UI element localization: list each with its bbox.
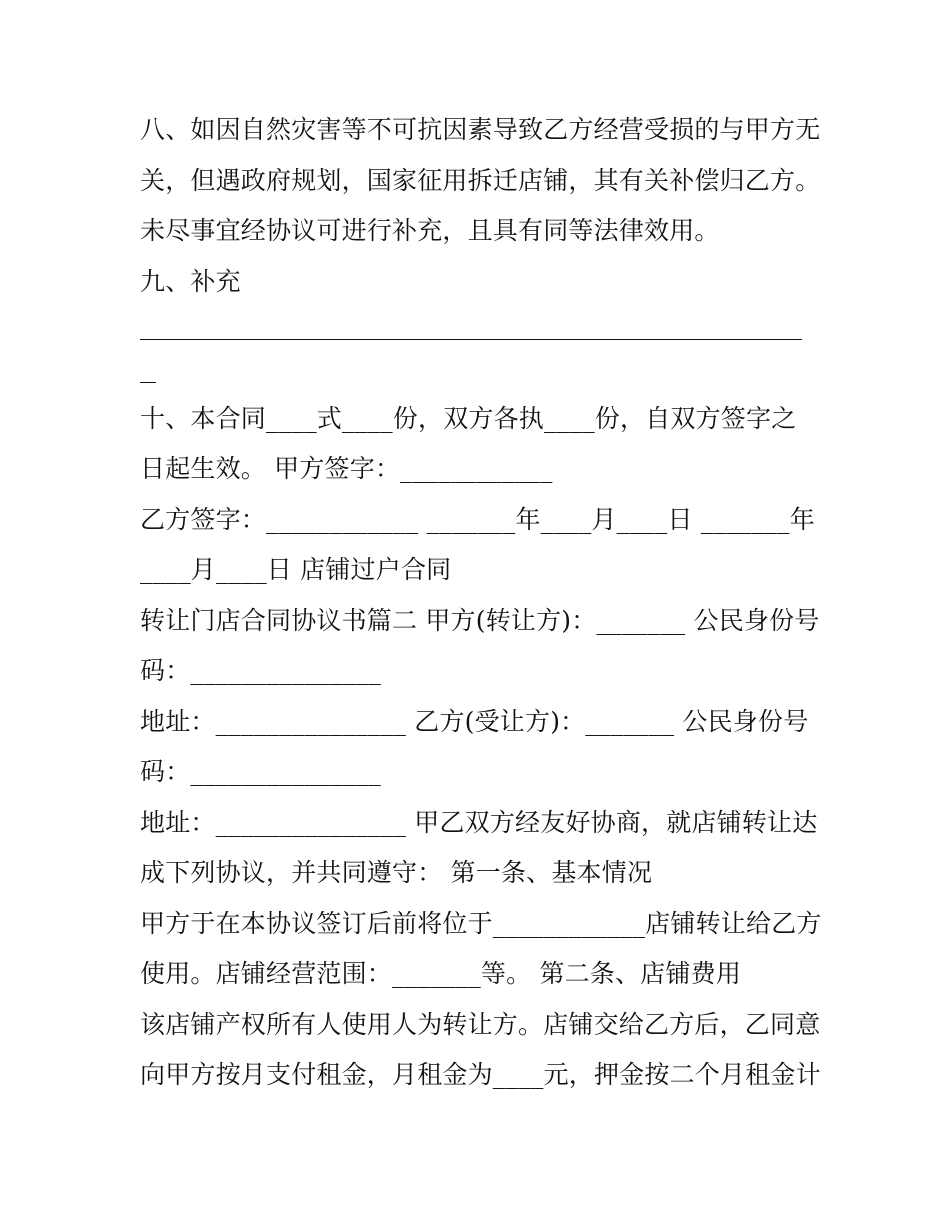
text-line: 向甲方按月支付租金，月租金为____元，押金按二个月租金计 — [140, 1060, 821, 1089]
text-line: 使用。店铺经营范围：_______等。 第二条、店铺费用 — [140, 959, 742, 988]
text-line: 成下列协议，并共同遵守： 第一条、基本情况 — [140, 858, 653, 887]
text-line: 该店铺产权所有人使用人为转让方。店铺交给乙方后，乙同意 — [140, 1010, 821, 1039]
text-line: 九、补充 — [140, 267, 241, 296]
text-line: 转让门店合同协议书篇二 甲方(转让方)：_______ 公民身份号 — [140, 606, 820, 635]
blank-fill-line — [140, 339, 802, 340]
text-line: 乙方签字：____________ _______年____月____日 _______年 — [140, 505, 815, 534]
text-line: 码：_______________ — [140, 757, 381, 786]
text-line: 码：_______________ — [140, 656, 381, 685]
text-line: 甲方于在本协议签订后前将位于____________店铺转让给乙方 — [140, 909, 822, 938]
text-line: 日起生效。 甲方签字：____________ — [140, 454, 553, 483]
text-line: ____月____日 店铺过户合同 — [140, 555, 452, 584]
text-line: 地址：_______________ 乙方(受让方)：_______ 公民身份号 — [140, 707, 809, 736]
text-line: 地址：_______________ 甲乙双方经友好协商，就店铺转让达 — [140, 808, 818, 837]
text-line: 八、如因自然灾害等不可抗因素导致乙方经营受损的与甲方无 — [140, 115, 821, 144]
text-line: 未尽事宜经协议可进行补充，且具有同等法律效用。 — [140, 216, 720, 245]
text-line: 关，但遇政府规划，国家征用拆迁店铺，其有关补偿归乙方。 — [140, 166, 821, 195]
text-line: 十、本合同____式____份，双方各执____份，自双方签字之 — [140, 404, 797, 433]
blank-fill-line-continued — [140, 382, 156, 383]
